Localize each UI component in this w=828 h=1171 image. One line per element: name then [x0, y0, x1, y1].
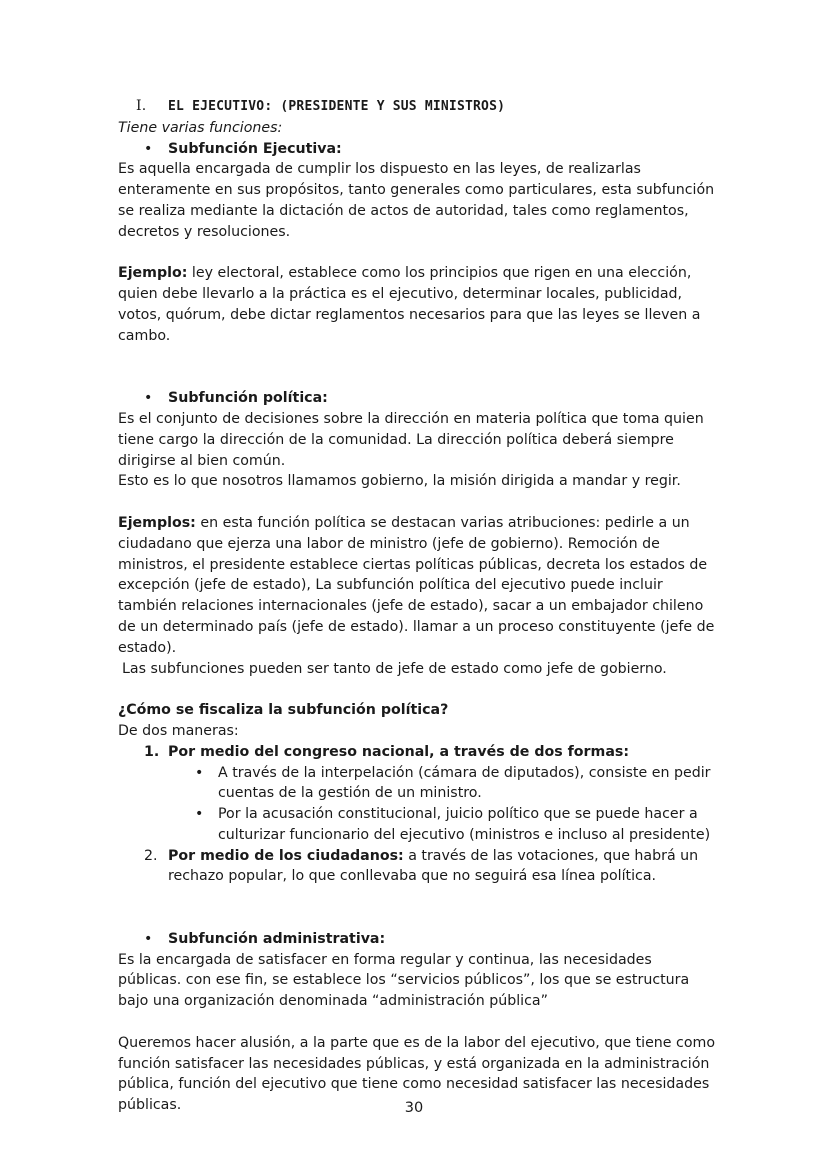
subfuncion-administrativa-heading: [118, 929, 718, 950]
bullet-icon: •: [144, 930, 153, 947]
bullet-icon: •: [195, 806, 204, 823]
document-page: [118, 96, 718, 1116]
intro-text: Tiene varias funciones:: [118, 119, 283, 136]
subitem-2-text: Por la acusación constitucional, juicio político que se puede hacer a culturizar funcionario del ejecutivo (ministros e incluso al presidente): [218, 806, 711, 843]
subfuncion-administrativa-title: Subfunción administrativa:: [168, 930, 386, 947]
subfuncion-ejecutiva-body: Es aquella encargada de cumplir los dispuesto en las leyes, de realizarlas enteramente en sus propósitos, tanto generales como particulares, esta subfunción se realiza mediante la dictación de actos de autoridad, tales como reglamentos, decretos y resoluciones.: [118, 161, 715, 240]
fiscaliza-subitem-1: [118, 763, 718, 805]
subfuncion-politica-title: Subfunción política:: [168, 390, 328, 407]
item-2-title: Por medio de los ciudadanos:: [168, 847, 404, 864]
ejemplo-paragraph: [118, 263, 718, 346]
item-number: 2.: [144, 847, 158, 864]
bullet-icon: •: [144, 390, 153, 407]
subfuncion-ejecutiva-title: Subfunción Ejecutiva:: [168, 140, 342, 157]
subfunciones-closing: Las subfunciones pueden ser tanto de jefe de estado como jefe de gobierno.: [122, 660, 667, 677]
item-2-text: a través de las votaciones, que habrá un rechazo popular, lo que conllevaba que no seguirá esa línea política.: [168, 847, 699, 885]
ejemplo-text: ley electoral, establece como los principios que rigen en una elección, quien debe llevarlo a la práctica es el ejecutivo, determinar locales, publicidad, votos, quórum, debe dictar reglamentos necesarios para que las leyes se lleven a cambo.: [118, 265, 701, 344]
fiscaliza-question: [118, 700, 718, 721]
ejemplos-text: en esta función política se destacan varias atribuciones: pedirle a un ciudadano que ejerza una labor de ministro (jefe de gobierno). Remoción de ministros, el presidente establece ciertas políticas públicas, decreta los estados de excepción (jefe de estado), La subfunción política del ejecutivo puede incluir también relaciones internacionales (jefe de estado), sacar a un embajador chileno de un determinado país (jefe de estado). llamar a un proceso constituyente (jefe de estado).: [118, 514, 715, 656]
fiscaliza-intro: De dos maneras:: [118, 722, 239, 739]
fiscaliza-item-1: [118, 742, 718, 763]
subfuncion-politica-body: Es el conjunto de decisiones sobre la dirección en materia política que toma quien tiene cargo la dirección de la comunidad. La dirección política deberá siempre dirigirse al bien común.: [118, 410, 704, 469]
fiscaliza-item-2: [118, 846, 718, 888]
ejemplo-label: Ejemplo:: [118, 265, 188, 282]
bullet-icon: •: [195, 764, 204, 781]
section-title: EL EJECUTIVO: (PRESIDENTE Y SUS MINISTROS): [168, 99, 506, 114]
subfuncion-politica-heading: [118, 388, 718, 409]
subfuncion-administrativa-body2: Queremos hacer alusión, a la parte que es de la labor del ejecutivo, que tiene como función satisfacer las necesidades públicas, y está organizada en la administración pública, función del ejecutivo que tiene como necesidad satisfacer las necesidades públicas.: [118, 1034, 716, 1114]
item-1-title: Por medio del congreso nacional, a través de dos formas:: [168, 743, 630, 760]
bullet-icon: •: [144, 140, 153, 157]
subfuncion-politica-body2: Esto es lo que nosotros llamamos gobierno, la misión dirigida a mandar y regir.: [118, 473, 681, 490]
item-number: 1.: [144, 743, 160, 760]
section-heading: [136, 96, 718, 118]
fiscaliza-question-text: ¿Cómo se fiscaliza la subfunción política?: [118, 702, 449, 719]
subitem-1-text: A través de la interpelación (cámara de diputados), consiste en pedir cuentas de la gestión de un ministro.: [218, 764, 711, 802]
subfuncion-administrativa-body: Es la encargada de satisfacer en forma regular y continua, las necesidades públicas. con ese fin, se establece los “servicios públicos”, los que se estructura bajo una organización denominada “administración pública”: [118, 951, 690, 1010]
fiscaliza-subitem-2: [118, 804, 718, 846]
ejemplos-label: Ejemplos:: [118, 514, 196, 531]
page-number: 30: [404, 1100, 424, 1116]
subfuncion-ejecutiva-heading: [118, 139, 718, 160]
ejemplos-paragraph: [118, 513, 718, 659]
section-number: I.: [136, 98, 147, 114]
